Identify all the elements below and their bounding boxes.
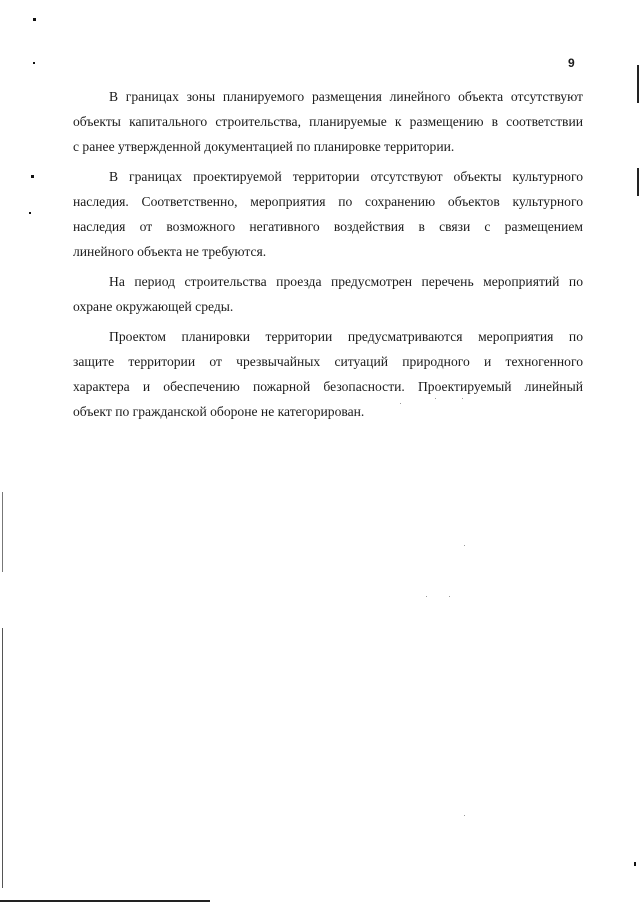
text-line: линейного объекта не требуются.: [73, 244, 267, 259]
scan-speck: [31, 175, 34, 178]
text-line: наследия. Соответственно, мероприятия по сохранению объектов культурного: [73, 194, 583, 209]
scan-edge-line: [2, 492, 3, 572]
scan-speck: [426, 596, 427, 597]
text-line: с ранее утвержденной документацией по планировке территории.: [73, 139, 455, 154]
scan-speck: [29, 212, 31, 214]
scan-edge-line: [637, 168, 639, 196]
text-line: объекты капитального строительства, планируемые к размещению в соответствии: [73, 114, 583, 129]
text-line: защите территории от чрезвычайных ситуаций природного и техногенного: [73, 354, 583, 369]
scan-speck: [33, 18, 36, 21]
document-body: [73, 84, 583, 424]
paragraph-3: [73, 269, 583, 319]
text-line: Проектом планировки территории предусматриваются мероприятия по: [109, 329, 583, 344]
paragraph-1: [73, 84, 583, 159]
scan-speck: [33, 62, 35, 64]
text-line: объект по гражданской обороне не категорирован.: [73, 404, 365, 419]
scan-edge-line: [0, 900, 210, 902]
scan-speck: [634, 862, 636, 866]
scan-speck: [435, 398, 436, 399]
scan-speck: [464, 815, 465, 816]
scan-speck: [462, 398, 463, 399]
text-line: На период строительства проезда предусмотрен перечень мероприятий по: [109, 274, 583, 289]
paragraph-2: [73, 164, 583, 264]
text-line: В границах зоны планируемого размещения линейного объекта отсутствуют: [109, 89, 583, 104]
scan-speck: [400, 403, 401, 404]
scan-edge-line: [2, 628, 3, 888]
text-line: охране окружающей среды.: [73, 299, 234, 314]
scan-speck: [464, 545, 465, 546]
paragraph-4: [73, 324, 583, 424]
scan-speck: [449, 596, 450, 597]
scan-edge-line: [637, 65, 639, 103]
text-line: характера и обеспечению пожарной безопасности. Проектируемый линейный: [73, 379, 583, 394]
text-line: наследия от возможного негативного воздействия в связи с размещением: [73, 219, 583, 234]
text-line: В границах проектируемой территории отсутствуют объекты культурного: [109, 169, 583, 184]
page-number: 9: [568, 56, 575, 70]
